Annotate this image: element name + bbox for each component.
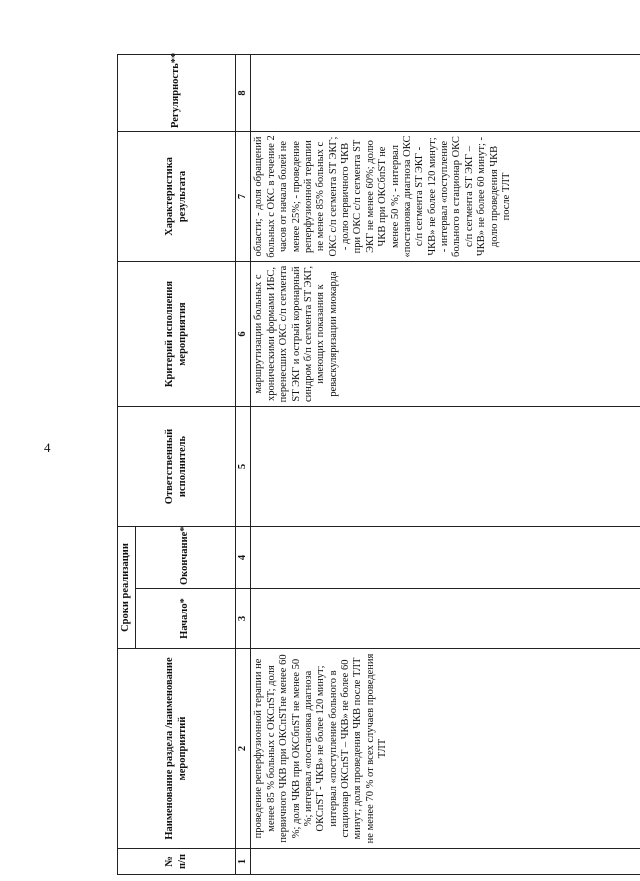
rotated-table-container [117, 52, 640, 875]
header-end: Окончание* [136, 527, 236, 589]
page-number: 4 [44, 440, 51, 455]
plan-table [117, 54, 640, 875]
column-number-row [236, 55, 251, 875]
header-responsible: Ответственный исполнитель [118, 407, 236, 527]
col-number: 8 [236, 55, 251, 132]
header-row-1 [118, 55, 136, 875]
col-number: 7 [236, 132, 251, 262]
row-responsible-cell [251, 407, 640, 527]
header-deadlines: Сроки реализации [118, 527, 136, 649]
row-start-cell [251, 589, 640, 649]
row-number-cell [251, 849, 640, 875]
col-number: 2 [236, 649, 251, 849]
header-number: № п/п [118, 849, 236, 875]
row-regularity-cell [251, 55, 640, 132]
row-name-cell: проведение реперфузионной терапии не менее 85 % больных с ОКСпST; доля первичного ЧКВ при ОКСпSTне менее 60 %; доля ЧКВ при ОКСбпST не менее 50 %; интервал «постановка диагноза ОКСпST - ЧКВ» не более 120 минут; интервал «поступление больного в стационар ОКСпST – ЧКВ» не более 60 минут; доля проведения ЧКВ после ТЛТ не менее 70 % от всех случаев проведения ТЛТ [251, 649, 640, 849]
col-number: 1 [236, 849, 251, 875]
col-number: 3 [236, 589, 251, 649]
header-criterion: Критерий исполнения мероприятия [118, 262, 236, 407]
header-start: Начало* [136, 589, 236, 649]
table-row [251, 55, 640, 875]
row-end-cell [251, 527, 640, 589]
col-number: 5 [236, 407, 251, 527]
col-number: 4 [236, 527, 251, 589]
row-criterion-cell: маршрутизации больных с хроническими формами ИБС, перенесших ОКС с/п сегмента ST ЭКГ и острый коронарный синдром б/п сегмента ST ЭКГ, имеющих показания к реваскуляризации миокарда [251, 262, 640, 407]
row-result-cell: области; - доля обращений больных с ОКС в течение 2 часов от начала болей не менее 25%; - проведение реперфузионной терапии не менее 85% больных с ОКС с/п сегмента ST ЭКГ; - долю первичного ЧКВ при ОКС с/п сегмента ST ЭКГ не менее 60%; долю ЧКВ при ОКСбпST не менее 50 %; - интервал «постановка диагноза ОКС с/п сегмента ST ЭКГ - ЧКВ» не более 120 минут; - интервал «поступление больного в стационар ОКС с/п сегмента ST ЭКГ – ЧКВ» не более 60 минут; - долю проведения ЧКВ после ТЛТ [251, 132, 640, 262]
header-name: Наименование раздела /наименование мероприятий [118, 649, 236, 849]
header-result: Характеристика результата [118, 132, 236, 262]
header-regularity: Регулярность** [118, 55, 236, 132]
col-number: 6 [236, 262, 251, 407]
